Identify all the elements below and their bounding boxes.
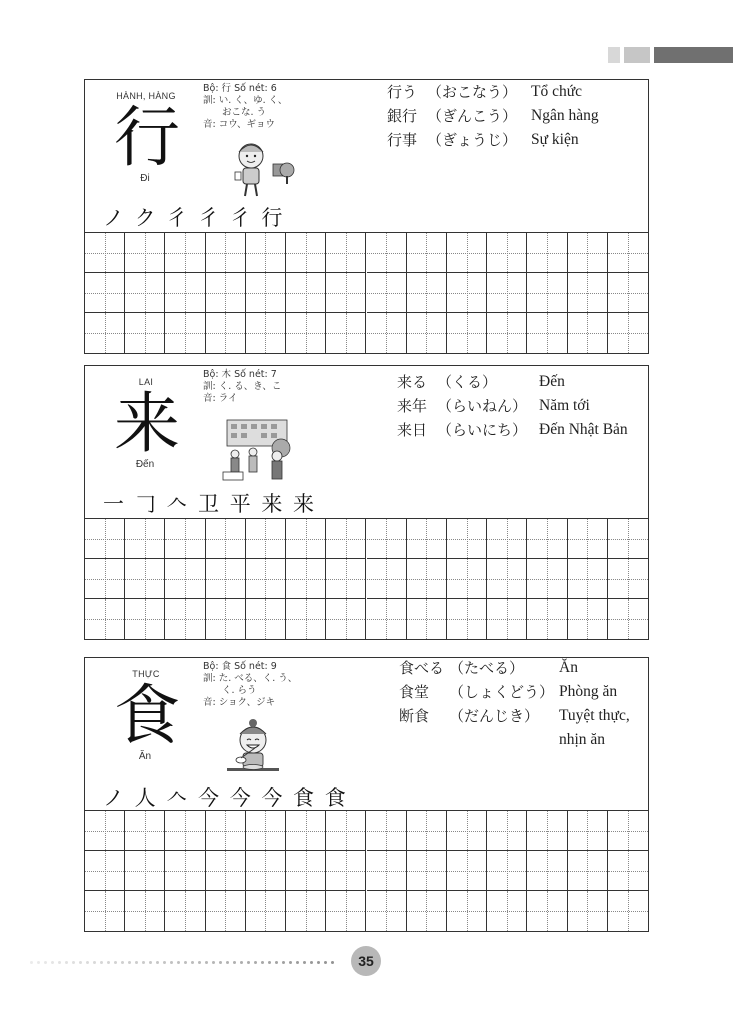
practice-cell[interactable] <box>608 273 648 313</box>
practice-cell[interactable] <box>407 851 447 891</box>
footer-dot <box>163 961 166 964</box>
practice-cell[interactable] <box>367 811 407 851</box>
practice-cell[interactable] <box>608 313 648 353</box>
footer-dot <box>289 961 292 964</box>
footer-dot <box>268 961 271 964</box>
stroke-order: ノ ク 彳 彳 彳 行 <box>103 206 285 230</box>
practice-cell[interactable] <box>527 559 567 599</box>
practice-cell[interactable] <box>165 313 205 353</box>
vocab-word: 食堂 <box>399 683 430 701</box>
practice-cell[interactable] <box>85 811 125 851</box>
footer-dot <box>177 961 180 964</box>
practice-cell[interactable] <box>286 559 326 599</box>
kanji-meaning: Ăn <box>138 751 152 762</box>
practice-cell[interactable] <box>407 599 447 639</box>
footer-dot <box>93 961 96 964</box>
footer-dot <box>170 961 173 964</box>
footer-dot <box>205 961 208 964</box>
footer-dot <box>240 961 243 964</box>
kun-reading-line: 訓: い. く、ゆ. く、 <box>203 95 288 106</box>
vocab-reading: （ぎょうじ） <box>427 131 518 149</box>
practice-cell[interactable] <box>568 811 608 851</box>
practice-cell[interactable] <box>608 519 648 559</box>
practice-cell[interactable] <box>487 891 527 931</box>
practice-cell[interactable] <box>286 233 326 273</box>
practice-cell[interactable] <box>85 891 125 931</box>
practice-cell[interactable] <box>326 599 366 639</box>
footer-dot <box>135 961 138 964</box>
vocab-meaning: Đến Nhật Bản <box>539 421 628 438</box>
footer-dot <box>65 961 68 964</box>
practice-cell[interactable] <box>568 891 608 931</box>
practice-cell[interactable] <box>125 599 165 639</box>
footer-dot <box>310 961 313 964</box>
practice-cell[interactable] <box>246 233 286 273</box>
vocab-word: 行事 <box>387 131 418 149</box>
practice-cell[interactable] <box>568 599 608 639</box>
practice-cell[interactable] <box>125 273 165 313</box>
vocab-meaning: Tổ chức <box>531 83 583 100</box>
practice-cell[interactable] <box>487 519 527 559</box>
practice-cell[interactable] <box>125 891 165 931</box>
on-reading-line: 音: ライ <box>203 393 238 404</box>
practice-cell[interactable] <box>407 891 447 931</box>
radical-line: Bộ: 行 Số nét: 6 <box>203 83 277 94</box>
practice-cell[interactable] <box>165 233 205 273</box>
vocab-reading: （らいねん） <box>437 397 528 415</box>
practice-cell[interactable] <box>608 851 648 891</box>
footer-dot <box>142 961 145 964</box>
vocab-word: 断食 <box>399 707 430 725</box>
footer-dot <box>226 961 229 964</box>
practice-grid[interactable] <box>85 518 648 639</box>
practice-cell[interactable] <box>608 891 648 931</box>
vocab-meaning: Ngân hàng <box>531 107 599 124</box>
footer-dot <box>44 961 47 964</box>
practice-grid[interactable] <box>85 232 648 353</box>
practice-cell[interactable] <box>608 559 648 599</box>
practice-cell[interactable] <box>608 233 648 273</box>
practice-cell[interactable] <box>326 519 366 559</box>
practice-cell[interactable] <box>487 559 527 599</box>
footer-dot <box>128 961 131 964</box>
walking-girl-illustration <box>221 134 295 198</box>
header-bar-dark <box>654 47 733 63</box>
practice-cell[interactable] <box>125 811 165 851</box>
footer-dot <box>79 961 82 964</box>
practice-cell[interactable] <box>568 233 608 273</box>
kanji-character: 来 <box>114 385 180 462</box>
practice-cell[interactable] <box>367 599 407 639</box>
kun-reading-line: 訓: く. る、き、こ <box>203 381 282 392</box>
practice-cell[interactable] <box>206 233 246 273</box>
kanji-reading: LAI <box>138 377 154 387</box>
footer-dot <box>107 961 110 964</box>
practice-cell[interactable] <box>85 273 125 313</box>
footer-dot <box>324 961 327 964</box>
footer-dot <box>114 961 117 964</box>
practice-cell[interactable] <box>447 313 487 353</box>
footer-dot <box>219 961 222 964</box>
practice-cell[interactable] <box>326 811 366 851</box>
practice-cell[interactable] <box>286 599 326 639</box>
header-bars <box>0 47 733 63</box>
on-reading-line: 音: ショク、ジキ <box>203 697 276 708</box>
footer-dot <box>86 961 89 964</box>
practice-cell[interactable] <box>85 851 125 891</box>
practice-cell[interactable] <box>568 273 608 313</box>
practice-cell[interactable] <box>487 273 527 313</box>
practice-cell[interactable] <box>326 559 366 599</box>
page-number: 35 <box>351 946 381 976</box>
practice-cell[interactable] <box>326 891 366 931</box>
practice-cell[interactable] <box>407 559 447 599</box>
practice-cell[interactable] <box>286 851 326 891</box>
footer-dot <box>233 961 236 964</box>
kanji-card-lai <box>84 365 649 640</box>
kanji-meaning: Đến <box>135 459 155 470</box>
footer-dot <box>184 961 187 964</box>
practice-cell[interactable] <box>367 559 407 599</box>
footer-dot <box>296 961 299 964</box>
footer-dot <box>58 961 61 964</box>
vocab-meaning: Tuyệt thực, <box>559 707 630 724</box>
practice-cell[interactable] <box>447 233 487 273</box>
kanji-meta <box>203 661 313 709</box>
practice-cell[interactable] <box>165 891 205 931</box>
vocab-word: 行う <box>387 83 418 101</box>
footer-dot <box>303 961 306 964</box>
practice-cell[interactable] <box>487 599 527 639</box>
vocab-meaning: nhịn ăn <box>559 731 606 748</box>
school-visit-illustration <box>221 418 295 482</box>
kanji-character: 行 <box>114 99 180 176</box>
practice-cell[interactable] <box>527 599 567 639</box>
kanji-meta <box>203 83 313 131</box>
vocab-reading: （くる） <box>437 373 498 391</box>
practice-cell[interactable] <box>326 851 366 891</box>
footer-dot <box>282 961 285 964</box>
vocab-word: 来る <box>397 373 428 391</box>
footer-dot <box>261 961 264 964</box>
practice-cell[interactable] <box>527 891 567 931</box>
practice-cell[interactable] <box>165 559 205 599</box>
practice-grid[interactable] <box>85 810 648 931</box>
practice-cell[interactable] <box>407 519 447 559</box>
practice-cell[interactable] <box>125 313 165 353</box>
stroke-order: ノ 人 𠆢 今 今 今 食 食 <box>103 786 348 810</box>
practice-cell[interactable] <box>246 273 286 313</box>
practice-cell[interactable] <box>246 519 286 559</box>
practice-cell[interactable] <box>246 851 286 891</box>
practice-cell[interactable] <box>527 273 567 313</box>
practice-cell[interactable] <box>125 519 165 559</box>
practice-cell[interactable] <box>326 313 366 353</box>
footer-dot <box>317 961 320 964</box>
practice-cell[interactable] <box>206 811 246 851</box>
practice-cell[interactable] <box>487 811 527 851</box>
vocab-reading: （らいにち） <box>437 421 528 439</box>
kanji-meaning: Đi <box>140 173 150 184</box>
footer-dot <box>72 961 75 964</box>
footer-dot <box>156 961 159 964</box>
vocab-reading: （ぎんこう） <box>427 107 518 125</box>
practice-cell[interactable] <box>85 519 125 559</box>
practice-cell[interactable] <box>407 811 447 851</box>
vocab-reading: （おこなう） <box>427 83 518 101</box>
practice-cell[interactable] <box>165 851 205 891</box>
vocab-meaning: Năm tới <box>539 397 590 414</box>
practice-cell[interactable] <box>206 599 246 639</box>
footer-dot <box>100 961 103 964</box>
kun-reading-line-2: おこな. う <box>222 107 267 118</box>
radical-line: Bộ: 木 Số nét: 7 <box>203 369 277 380</box>
vocab-word: 銀行 <box>387 107 418 125</box>
practice-cell[interactable] <box>527 519 567 559</box>
practice-cell[interactable] <box>286 313 326 353</box>
practice-cell[interactable] <box>165 273 205 313</box>
practice-cell[interactable] <box>286 273 326 313</box>
practice-cell[interactable] <box>447 599 487 639</box>
vocab-meaning: Ăn <box>559 659 578 676</box>
practice-cell[interactable] <box>206 559 246 599</box>
practice-cell[interactable] <box>367 313 407 353</box>
footer-dots <box>30 961 340 965</box>
header-bar-light <box>608 47 620 63</box>
practice-cell[interactable] <box>367 273 407 313</box>
footer-dot <box>212 961 215 964</box>
practice-cell[interactable] <box>85 559 125 599</box>
vocab-word: 来年 <box>397 397 428 415</box>
practice-cell[interactable] <box>367 891 407 931</box>
radical-line: Bộ: 食 Số nét: 9 <box>203 661 277 672</box>
header-bar-mid <box>624 47 650 63</box>
practice-cell[interactable] <box>286 811 326 851</box>
practice-cell[interactable] <box>286 519 326 559</box>
practice-cell[interactable] <box>447 559 487 599</box>
practice-cell[interactable] <box>246 891 286 931</box>
practice-cell[interactable] <box>125 851 165 891</box>
vocab-reading: （しょくどう） <box>449 683 555 701</box>
practice-cell[interactable] <box>487 313 527 353</box>
practice-cell[interactable] <box>206 851 246 891</box>
vocab-meaning: Sự kiện <box>531 131 579 148</box>
footer-dot <box>198 961 201 964</box>
practice-cell[interactable] <box>447 811 487 851</box>
practice-cell[interactable] <box>367 519 407 559</box>
kanji-reading: THỰC <box>132 669 160 679</box>
practice-cell[interactable] <box>447 519 487 559</box>
practice-cell[interactable] <box>206 273 246 313</box>
practice-cell[interactable] <box>206 519 246 559</box>
practice-cell[interactable] <box>568 851 608 891</box>
practice-cell[interactable] <box>165 599 205 639</box>
eating-girl-illustration <box>221 718 295 782</box>
practice-cell[interactable] <box>608 811 648 851</box>
practice-cell[interactable] <box>447 851 487 891</box>
vocab-meaning: Phòng ăn <box>559 683 618 700</box>
practice-cell[interactable] <box>85 599 125 639</box>
vocab-reading: （だんじき） <box>449 707 540 725</box>
practice-cell[interactable] <box>326 273 366 313</box>
practice-cell[interactable] <box>246 599 286 639</box>
practice-cell[interactable] <box>447 891 487 931</box>
practice-cell[interactable] <box>367 851 407 891</box>
footer-dot <box>30 961 33 964</box>
practice-cell[interactable] <box>487 851 527 891</box>
practice-cell[interactable] <box>527 811 567 851</box>
practice-cell[interactable] <box>527 233 567 273</box>
practice-cell[interactable] <box>165 519 205 559</box>
practice-cell[interactable] <box>85 313 125 353</box>
footer-dot <box>37 961 40 964</box>
footer-dot <box>254 961 257 964</box>
practice-cell[interactable] <box>286 891 326 931</box>
practice-cell[interactable] <box>125 559 165 599</box>
kanji-reading: HÀNH, HÀNG <box>116 91 176 101</box>
footer-dot <box>275 961 278 964</box>
practice-cell[interactable] <box>407 313 447 353</box>
practice-cell[interactable] <box>568 519 608 559</box>
practice-cell[interactable] <box>527 851 567 891</box>
footer-dot <box>331 961 334 964</box>
vocab-meaning: Đến <box>539 373 565 390</box>
stroke-order: 一 𠃌 𠆢 卫 平 来 来 <box>103 492 317 516</box>
practice-cell[interactable] <box>407 273 447 313</box>
practice-cell[interactable] <box>125 233 165 273</box>
kanji-meta <box>203 369 313 405</box>
practice-cell[interactable] <box>206 891 246 931</box>
kun-reading-line: 訓: た. べる、く. う、 <box>203 673 298 684</box>
practice-cell[interactable] <box>246 313 286 353</box>
practice-cell[interactable] <box>246 811 286 851</box>
practice-cell[interactable] <box>85 233 125 273</box>
practice-cell[interactable] <box>568 559 608 599</box>
kanji-character: 食 <box>114 677 180 754</box>
footer-dot <box>191 961 194 964</box>
on-reading-line: 音: コウ、ギョウ <box>203 119 275 130</box>
practice-cell[interactable] <box>165 811 205 851</box>
practice-cell[interactable] <box>447 273 487 313</box>
vocab-word: 来日 <box>397 421 428 439</box>
practice-cell[interactable] <box>206 313 246 353</box>
practice-cell[interactable] <box>326 233 366 273</box>
vocab-word: 食べる <box>399 659 445 677</box>
footer-dot <box>247 961 250 964</box>
kun-reading-line-2: く. らう <box>222 685 257 696</box>
vocab-reading: （たべる） <box>449 659 525 677</box>
practice-cell[interactable] <box>246 559 286 599</box>
kanji-card-hanh <box>84 79 649 354</box>
practice-cell[interactable] <box>407 233 447 273</box>
kanji-card-thuc <box>84 657 649 932</box>
footer-dot <box>121 961 124 964</box>
practice-cell[interactable] <box>568 313 608 353</box>
practice-cell[interactable] <box>527 313 567 353</box>
practice-cell[interactable] <box>608 599 648 639</box>
footer-dot <box>51 961 54 964</box>
practice-cell[interactable] <box>487 233 527 273</box>
footer-dot <box>149 961 152 964</box>
practice-cell[interactable] <box>367 233 407 273</box>
